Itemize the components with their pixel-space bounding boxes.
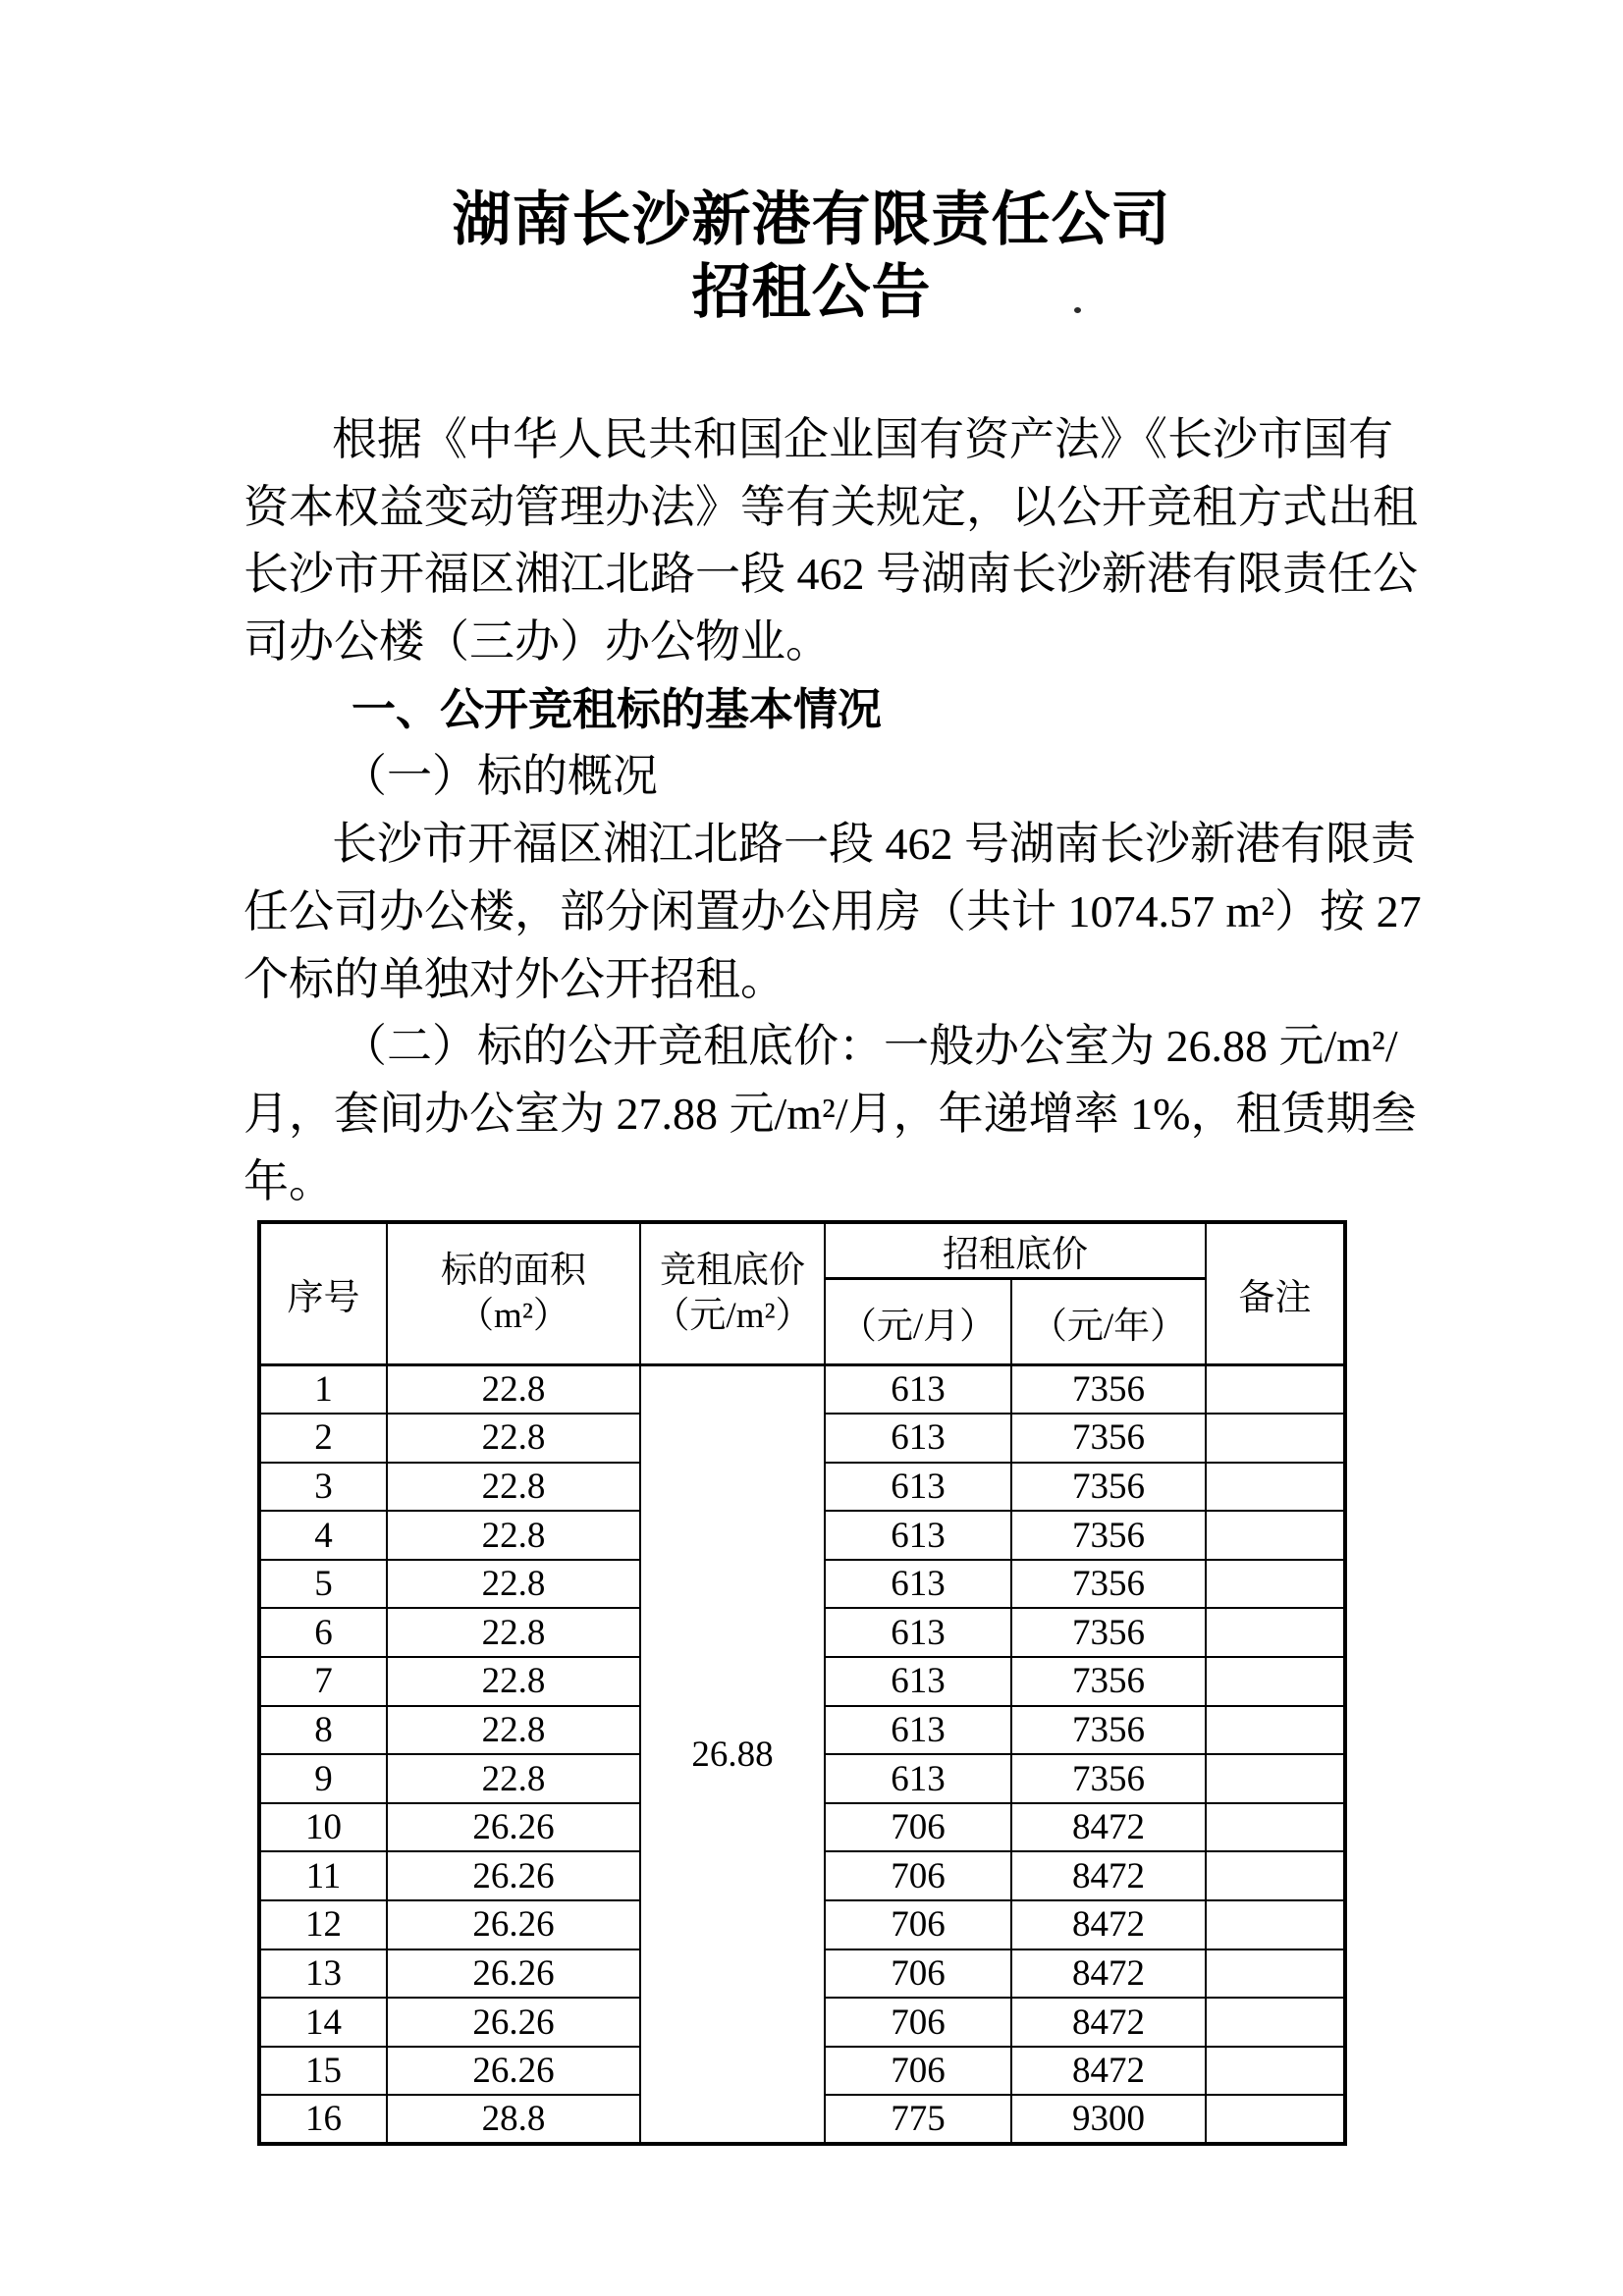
cell-year: 8472 (1011, 1900, 1206, 1949)
document-title-line1: 湖南长沙新港有限责任公司 (452, 187, 1171, 252)
cell-seq: 11 (259, 1851, 387, 1900)
cell-note (1206, 1754, 1345, 1803)
scan-artifact-dot (1074, 307, 1081, 313)
cell-note (1206, 1560, 1345, 1609)
cell-month: 613 (825, 1560, 1011, 1609)
body-text-line: 资本权益变动管理办法》等有关规定，以公开竞租方式出租 (243, 481, 1418, 532)
cell-seq: 1 (259, 1365, 387, 1415)
cell-note (1206, 1900, 1345, 1949)
cell-area: 26.26 (387, 1998, 640, 2047)
cell-seq: 13 (259, 1949, 387, 1999)
body-text-line: 月，套间办公室为 27.88 元/m²/月，年递增率 1%，租赁期叁 (243, 1088, 1417, 1139)
table-row (259, 1365, 1345, 1415)
cell-note (1206, 1608, 1345, 1657)
cell-area: 22.8 (387, 1560, 640, 1609)
cell-month: 613 (825, 1414, 1011, 1463)
cell-note (1206, 1463, 1345, 1512)
cell-year: 9300 (1011, 2095, 1206, 2144)
cell-month: 613 (825, 1463, 1011, 1512)
cell-note (1206, 2047, 1345, 2096)
body-text-line: 年。 (243, 1155, 334, 1206)
body-text (243, 406, 1461, 1215)
cell-seq: 7 (259, 1657, 387, 1706)
col-header-rent-year: （元/年） (1011, 1279, 1206, 1365)
body-text-line: 一、公开竞租标的基本情况 (352, 683, 883, 734)
cell-area: 22.8 (387, 1754, 640, 1803)
col-header-rent-month: （元/月） (825, 1279, 1011, 1365)
cell-seq: 8 (259, 1706, 387, 1755)
cell-month: 706 (825, 1900, 1011, 1949)
body-text-line: 个标的单独对外公开招租。 (243, 953, 785, 1004)
cell-year: 7356 (1011, 1706, 1206, 1755)
col-header-bid-line2: （元/m²） (653, 1296, 812, 1336)
cell-month: 613 (825, 1365, 1011, 1415)
cell-area: 22.8 (387, 1414, 640, 1463)
cell-year: 7356 (1011, 1754, 1206, 1803)
cell-seq: 14 (259, 1998, 387, 2047)
table-header (259, 1222, 1345, 1365)
cell-year: 8472 (1011, 1851, 1206, 1900)
cell-area: 22.8 (387, 1463, 640, 1512)
body-text-line: 任公司办公楼，部分闲置办公用房（共计 1074.57 m²）按 27 (243, 885, 1422, 936)
col-header-area-line2: （m²） (458, 1296, 569, 1336)
body-text-line: 根据《中华人民共和国企业国有资产法》《长沙市国有 (332, 414, 1393, 464)
cell-month: 706 (825, 1949, 1011, 1999)
cell-seq: 4 (259, 1511, 387, 1560)
cell-seq: 6 (259, 1608, 387, 1657)
cell-seq: 12 (259, 1900, 387, 1949)
cell-seq: 3 (259, 1463, 387, 1512)
cell-area: 28.8 (387, 2095, 640, 2144)
merged-bid-price-cell: 26.88 (640, 1365, 825, 2145)
cell-year: 7356 (1011, 1511, 1206, 1560)
cell-month: 706 (825, 1998, 1011, 2047)
col-header-bid (640, 1222, 825, 1365)
col-header-seq: 序号 (259, 1222, 387, 1365)
body-text-line: 长沙市开福区湘江北路一段 462 号湖南长沙新港有限责任公 (243, 549, 1418, 600)
cell-month: 613 (825, 1657, 1011, 1706)
cell-year: 7356 (1011, 1608, 1206, 1657)
cell-month: 706 (825, 1803, 1011, 1852)
cell-area: 26.26 (387, 1803, 640, 1852)
cell-area: 22.8 (387, 1706, 640, 1755)
cell-area: 22.8 (387, 1608, 640, 1657)
cell-area: 22.8 (387, 1511, 640, 1560)
cell-note (1206, 2095, 1345, 2144)
cell-note (1206, 1414, 1345, 1463)
cell-area: 22.8 (387, 1657, 640, 1706)
cell-year: 8472 (1011, 1949, 1206, 1999)
cell-note (1206, 1998, 1345, 2047)
cell-year: 7356 (1011, 1657, 1206, 1706)
cell-note (1206, 1803, 1345, 1852)
document-title-line2: 招租公告 (691, 260, 932, 325)
cell-seq: 9 (259, 1754, 387, 1803)
cell-month: 706 (825, 2047, 1011, 2096)
col-header-area (387, 1222, 640, 1365)
cell-month: 613 (825, 1754, 1011, 1803)
cell-month: 613 (825, 1608, 1011, 1657)
cell-month: 706 (825, 1851, 1011, 1900)
cell-year: 7356 (1011, 1463, 1206, 1512)
cell-note (1206, 1949, 1345, 1999)
cell-seq: 10 (259, 1803, 387, 1852)
col-header-rent-group: 招租底价 (825, 1222, 1206, 1279)
cell-month: 613 (825, 1511, 1011, 1560)
cell-area: 26.26 (387, 2047, 640, 2096)
body-text-line: 司办公楼（三办）办公物业。 (243, 616, 831, 667)
body-text-line: （一）标的概况 (342, 751, 658, 802)
cell-year: 8472 (1011, 1998, 1206, 2047)
cell-month: 775 (825, 2095, 1011, 2144)
col-header-bid-line1: 竞租底价 (660, 1251, 805, 1291)
cell-note (1206, 1851, 1345, 1900)
cell-area: 22.8 (387, 1365, 640, 1415)
cell-seq: 16 (259, 2095, 387, 2144)
cell-seq: 5 (259, 1560, 387, 1609)
cell-note (1206, 1657, 1345, 1706)
cell-note (1206, 1706, 1345, 1755)
cell-year: 8472 (1011, 1803, 1206, 1852)
cell-year: 8472 (1011, 2047, 1206, 2096)
cell-note (1206, 1365, 1345, 1415)
col-header-note: 备注 (1206, 1222, 1345, 1365)
cell-area: 26.26 (387, 1949, 640, 1999)
cell-area: 26.26 (387, 1851, 640, 1900)
rental-price-table (257, 1220, 1347, 2146)
table-body (259, 1365, 1345, 2145)
body-text-line: 长沙市开福区湘江北路一段 462 号湖南长沙新港有限责 (332, 819, 1416, 870)
cell-year: 7356 (1011, 1560, 1206, 1609)
body-text-line: （二）标的公开竞租底价：一般办公室为 26.88 元/m²/ (342, 1021, 1398, 1072)
cell-month: 613 (825, 1706, 1011, 1755)
cell-seq: 15 (259, 2047, 387, 2096)
col-header-area-line1: 标的面积 (441, 1251, 586, 1291)
cell-note (1206, 1511, 1345, 1560)
cell-area: 26.26 (387, 1900, 640, 1949)
cell-seq: 2 (259, 1414, 387, 1463)
header-row-1 (259, 1222, 1345, 1279)
cell-year: 7356 (1011, 1365, 1206, 1415)
cell-year: 7356 (1011, 1414, 1206, 1463)
